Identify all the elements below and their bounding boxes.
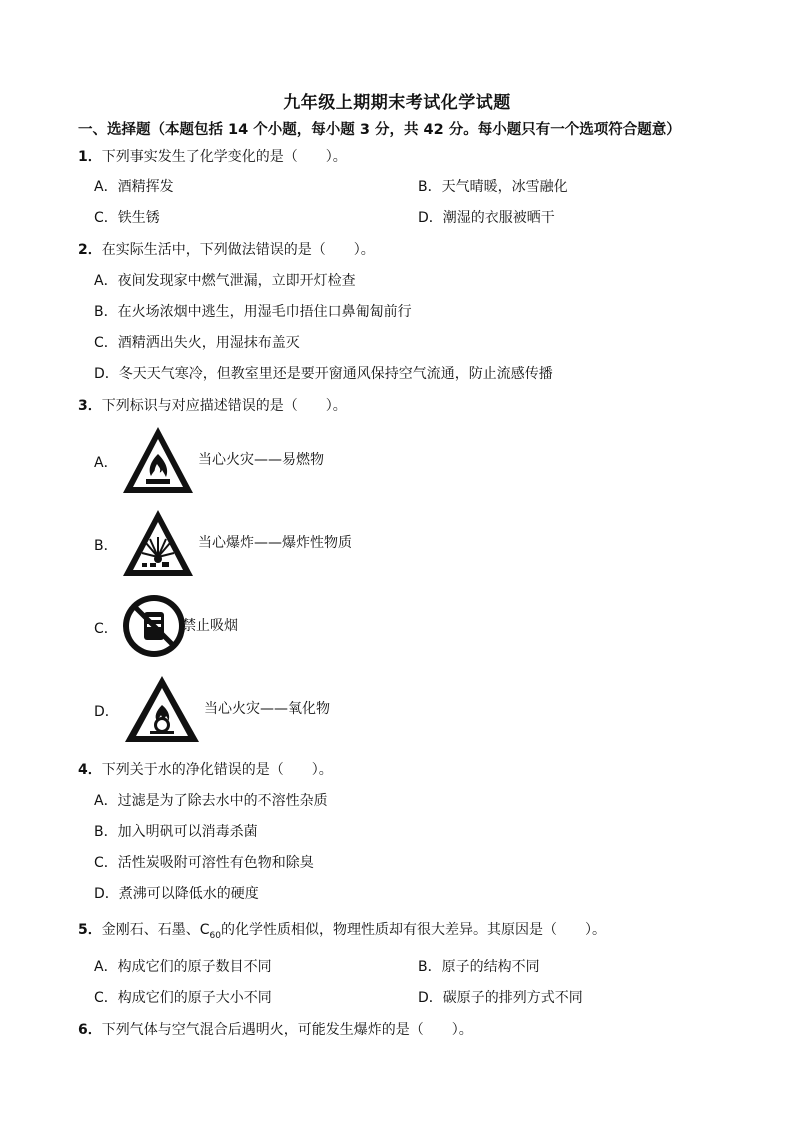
explosive-warning-icon	[120, 507, 196, 579]
q1-option-d: D．潮湿的衣服被晒干	[418, 210, 555, 226]
option-caption: 当心火灾——氧化物	[204, 701, 330, 717]
question-4	[78, 759, 333, 779]
page-title: 九年级上期期末考试化学试题	[283, 93, 511, 113]
question-number: 6．	[78, 1022, 102, 1038]
q3-option-a	[94, 424, 594, 496]
option-letter: B．	[94, 538, 118, 554]
q3-option-c	[94, 590, 594, 662]
flammable-warning-icon	[120, 424, 196, 496]
q5-option-d: D．碳原子的排列方式不同	[418, 990, 583, 1006]
subscript: 60	[209, 930, 221, 941]
question-stem-post: 的化学性质相似，物理性质却有很大差异。其原因是（ ）。	[220, 922, 606, 938]
option-caption: 当心爆炸——爆炸性物质	[198, 535, 352, 551]
option-letter: D．	[94, 704, 119, 720]
question-5	[78, 919, 606, 941]
question-number: 2．	[78, 242, 102, 258]
q1-option-c: C．铁生锈	[94, 210, 160, 226]
option-letter: A．	[94, 455, 118, 471]
q5-option-a: A．构成它们的原子数目不同	[94, 959, 272, 975]
question-number: 4．	[78, 762, 102, 778]
q2-option-c: C．酒精洒出失火，用湿抹布盖灭	[94, 335, 300, 351]
option-caption: 当心火灾——易燃物	[198, 452, 324, 468]
q3-option-b	[94, 507, 594, 579]
question-number: 3．	[78, 398, 102, 414]
q4-option-d: D．煮沸可以降低水的硬度	[94, 886, 259, 902]
question-stem: 在实际生活中，下列做法错误的是（ ）。	[101, 242, 375, 258]
question-3	[78, 395, 347, 415]
question-number: 5．	[78, 922, 102, 938]
question-number: 1．	[78, 149, 102, 165]
option-caption: 禁止吸烟	[182, 618, 238, 634]
q1-option-b: B．天气晴暖，冰雪融化	[418, 179, 568, 195]
question-stem-pre: 金刚石、石墨、C	[101, 922, 210, 938]
q4-option-a: A．过滤是为了除去水中的不溶性杂质	[94, 793, 328, 809]
option-letter: C．	[94, 621, 118, 637]
q2-option-b: B．在火场浓烟中逃生，用湿毛巾捂住口鼻匍匐前行	[94, 304, 412, 320]
q1-option-a: A．酒精挥发	[94, 179, 174, 195]
q2-option-d: D．冬天天气寒冷，但教室里还是要开窗通风保持空气流通，防止流感传播	[94, 366, 553, 382]
q2-option-a: A．夜间发现家中燃气泄漏，立即开灯检查	[94, 273, 356, 289]
q3-option-d	[94, 673, 594, 745]
q4-option-b: B．加入明矾可以消毒杀菌	[94, 824, 258, 840]
q5-option-c: C．构成它们的原子大小不同	[94, 990, 272, 1006]
question-stem: 下列标识与对应描述错误的是（ ）。	[101, 398, 347, 414]
q4-option-c: C．活性炭吸附可溶性有色物和除臭	[94, 855, 314, 871]
question-stem: 下列气体与空气混合后遇明火，可能发生爆炸的是（ ）。	[101, 1022, 473, 1038]
section-heading: 一、选择题（本题包括 14 个小题，每小题 3 分，共 42 分。每小题只有一个选项符合题意）	[78, 122, 681, 138]
oxidizer-warning-icon	[120, 673, 204, 745]
question-stem: 下列事实发生了化学变化的是（ ）。	[101, 149, 347, 165]
q5-option-b: B．原子的结构不同	[418, 959, 540, 975]
question-1	[78, 146, 347, 166]
question-6	[78, 1019, 473, 1039]
question-stem: 下列关于水的净化错误的是（ ）。	[101, 762, 333, 778]
question-2	[78, 239, 375, 259]
